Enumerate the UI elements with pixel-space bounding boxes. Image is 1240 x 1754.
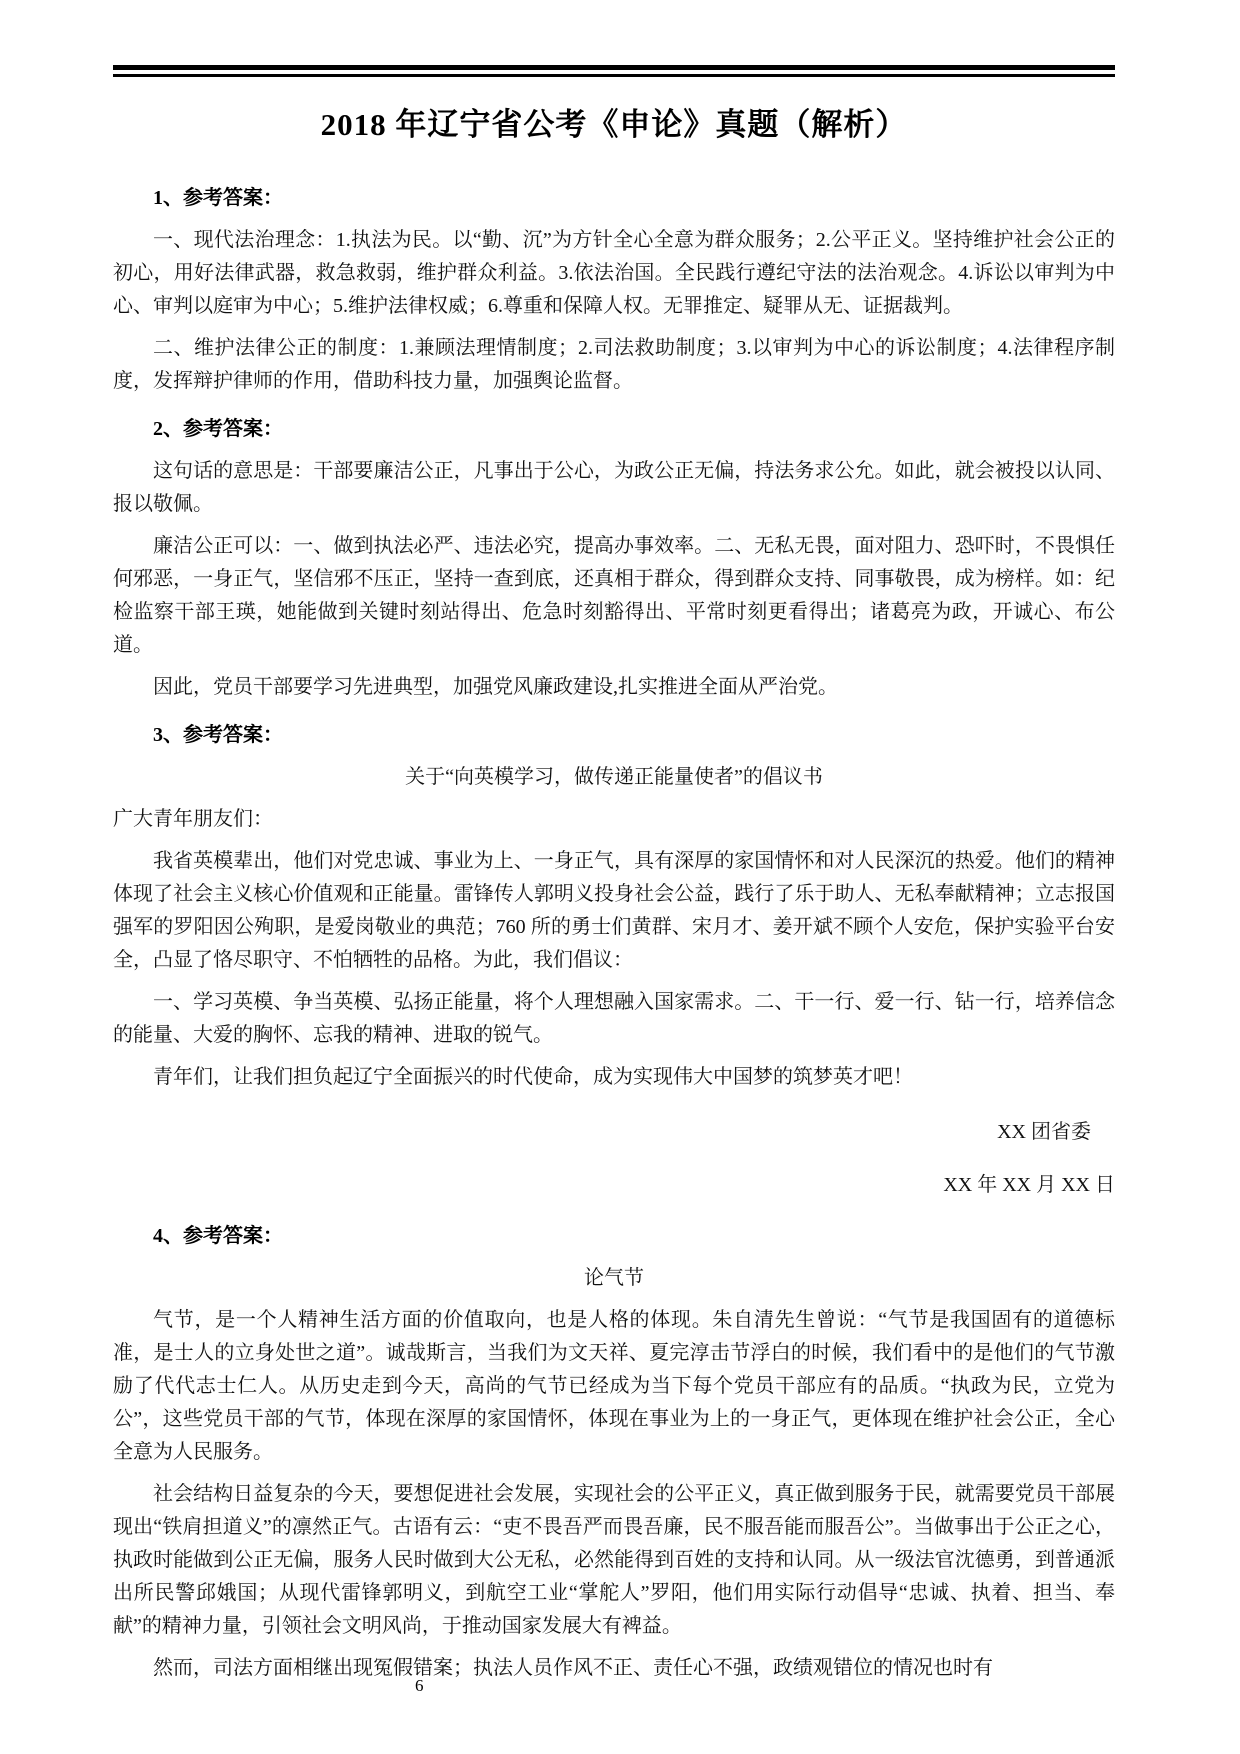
- section-heading: 1、参考答案：: [153, 187, 283, 209]
- section-heading: 2、参考答案：: [153, 418, 283, 440]
- letter-date: XX 年 XX 月 XX 日: [943, 1174, 1115, 1196]
- answer-section-4: [113, 1220, 1115, 1685]
- answer-paragraph: 一、现代法治理念：1.执法为民。以“勤、沉”为方针全心全意为群众服务；2.公平正义。坚持维护社会公正的初心，用好法律武器，救急救弱，维护群众利益。3.依法治国。全民践行遵纪守法的法治观念。4.诉讼以审判为中心、审判以庭审为中心；5.维护法律权威；6.尊重和保障人权。无罪推定、疑罪从无、证据裁判。: [113, 229, 1115, 317]
- letter-paragraph: 我省英模辈出，他们对党忠诚、事业为上、一身正气，具有深厚的家国情怀和对人民深沉的热爱。他们的精神体现了社会主义核心价值观和正能量。雷锋传人郭明义投身社会公益，践行了乐于助人、无私奉献精神；立志报国强军的罗阳因公殉职，是爱岗敬业的典范；760 所的勇士们黄群、宋月才、姜开斌不顾个人安危，保护实验平台安全，凸显了恪尽职守、不怕牺牲的品格。为此，我们倡议：: [113, 850, 1115, 971]
- section-heading: 4、参考答案：: [153, 1225, 283, 1247]
- answer-paragraph: 这句话的意思是：干部要廉洁公正，凡事出于公心，为政公正无偏，持法务求公允。如此，就会被投以认同、报以敬佩。: [113, 460, 1115, 515]
- answer-section-3: [113, 719, 1115, 1202]
- letter-title: 关于“向英模学习，做传递正能量使者”的倡议书: [405, 766, 823, 788]
- essay-title: 论气节: [584, 1267, 644, 1289]
- section-heading: 3、参考答案：: [153, 724, 283, 746]
- letter-signature: XX 团省委: [997, 1121, 1091, 1143]
- letter-salutation: 广大青年朋友们：: [113, 808, 273, 830]
- essay-paragraph: 气节，是一个人精神生活方面的价值取向，也是人格的体现。朱自清先生曾说：“气节是我国固有的道德标准，是士人的立身处世之道”。诚哉斯言，当我们为文天祥、夏完淳击节浮白的时候，我们看中的是他们的气节激励了代代志士仁人。从历史走到今天，高尚的气节已经成为当下每个党员干部应有的品质。“执政为民，立党为公”，这些党员干部的气节，体现在深厚的家国情怀，体现在事业为上的一身正气，更体现在维护社会公正，全心全意为人民服务。: [113, 1309, 1115, 1463]
- essay-paragraph: 然而，司法方面相继出现冤假错案；执法人员作风不正、责任心不强，政绩观错位的情况也时有: [153, 1657, 993, 1679]
- answer-paragraph: 因此，党员干部要学习先进典型，加强党风廉政建设,扎实推进全面从严治党。: [153, 676, 838, 698]
- answer-section-2: [113, 413, 1115, 704]
- letter-paragraph: 青年们，让我们担负起辽宁全面振兴的时代使命，成为实现伟大中国梦的筑梦英才吧！: [153, 1066, 913, 1088]
- answer-paragraph: 二、维护法律公正的制度：1.兼顾法理情制度；2.司法救助制度；3.以审判为中心的诉讼制度；4.法律程序制度，发挥辩护律师的作用，借助科技力量，加强舆论监督。: [113, 337, 1115, 392]
- answer-paragraph: 廉洁公正可以：一、做到执法必严、违法必究，提高办事效率。二、无私无畏，面对阻力、恐吓时，不畏惧任何邪恶，一身正气，坚信邪不压正，坚持一查到底，还真相于群众，得到群众支持、同事敬畏，成为榜样。如：纪检监察干部王瑛，她能做到关键时刻站得出、危急时刻豁得出、平常时刻更看得出；诸葛亮为政，开诚心、布公道。: [113, 535, 1115, 656]
- document-title: 2018 年辽宁省公考《申论》真题（解析）: [320, 107, 908, 142]
- letter-paragraph: 一、学习英模、争当英模、弘扬正能量，将个人理想融入国家需求。二、干一行、爱一行、钻一行，培养信念的能量、大爱的胸怀、忘我的精神、进取的锐气。: [113, 991, 1115, 1046]
- essay-paragraph: 社会结构日益复杂的今天，要想促进社会发展，实现社会的公平正义，真正做到服务于民，就需要党员干部展现出“铁肩担道义”的凛然正气。古语有云：“吏不畏吾严而畏吾廉，民不服吾能而服吾公”。当做事出于公正之心，执政时能做到公正无偏，服务人民时做到大公无私，必然能得到百姓的支持和认同。从一级法官沈德勇，到普通派出所民警邱娥国；从现代雷锋郭明义，到航空工业“掌舵人”罗阳，他们用实际行动倡导“忠诚、执着、担当、奉献”的精神力量，引领社会文明风尚，于推动国家发展大有裨益。: [113, 1483, 1115, 1637]
- page-number: 6: [415, 1676, 424, 1695]
- answer-section-1: [113, 182, 1115, 398]
- document-content: [113, 0, 1115, 1694]
- header-double-rule: [113, 65, 1115, 77]
